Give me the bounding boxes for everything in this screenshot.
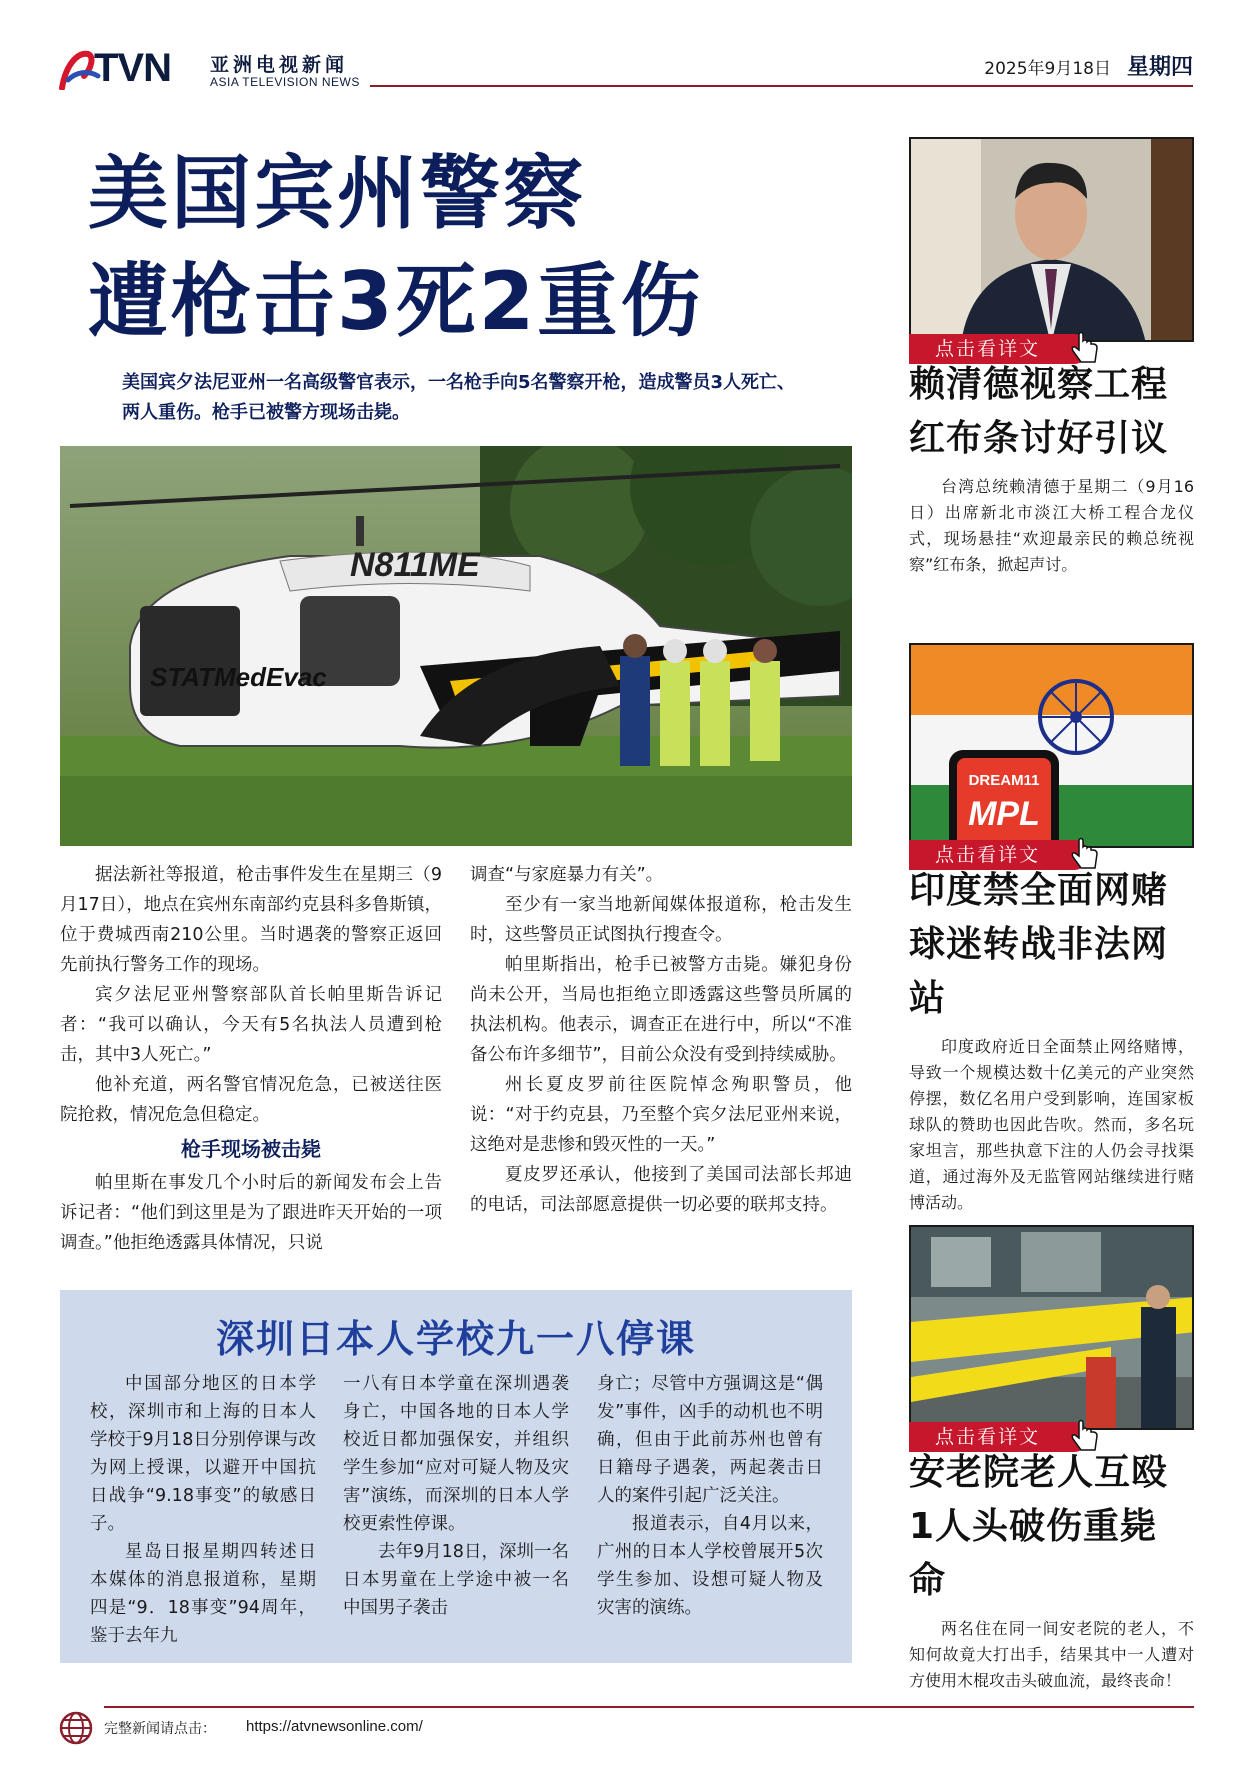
article-paragraph: 他补充道，两名警官情况危急，已被送往医院抢救，情况危急但稳定。: [60, 1075, 442, 1125]
article-paragraph: 调查“与家庭暴力有关”。: [470, 865, 664, 885]
article-subheading: 枪手现场被击毙: [181, 1137, 321, 1161]
headline-line-2: 遭枪击3死2重伤: [88, 255, 704, 348]
sidebar-title[interactable]: [909, 864, 1194, 1026]
box-column-1: [90, 1370, 316, 1650]
article-paragraph: 据法新社等报道，枪击事件发生在星期三（9月17日），地点在宾州东南部约克县科多鲁斯镇，位于费城西南210公里。当时遇袭的警察正返回先前执行警务工作的现场。: [60, 865, 442, 975]
box-paragraph: 星岛日报星期四转述日本媒体的消息报道称，星期四是“9．18事变”94周年，鉴于去年九: [90, 1542, 316, 1646]
article-paragraph: 州长夏皮罗前往医院悼念殉职警员，他说：“对于约克县，乃至整个宾夕法尼亚州来说，这绝对是悲惨和毁灭性的一天。”: [470, 1075, 852, 1155]
sidebar-card-nursing-home[interactable]: [909, 1225, 1194, 1694]
main-headline: [88, 140, 858, 356]
sidebar-title-line: 红布条讨好引议: [909, 418, 1169, 459]
pointer-hand-icon: [1069, 1418, 1101, 1454]
article-paragraph: 至少有一家当地新闻媒体报道称，枪击发生时，这些警员正试图执行搜查令。: [470, 895, 852, 945]
article-column-left: [60, 860, 442, 1258]
tail-number-label: N811ME: [350, 546, 480, 584]
footer-rule: [104, 1706, 1194, 1708]
shenzhen-school-story-box: [60, 1290, 852, 1663]
box-title: 深圳日本人学校九一八停课: [215, 1317, 696, 1361]
article-paragraph: 帕里斯在事发几个小时后的新闻发布会上告诉记者：“他们到这里是为了跟进昨天开始的一项调查。”他拒绝透露具体情况，只说: [60, 1173, 442, 1253]
read-more-button[interactable]: [909, 840, 1089, 870]
globe-icon: [58, 1710, 94, 1746]
sidebar-title-line: 球迷转战非法网站: [909, 924, 1169, 1019]
sidebar-card-lai[interactable]: [909, 137, 1194, 578]
logo-text: TVN: [94, 46, 171, 90]
headline-line-1: 美国宾州警察: [88, 147, 586, 240]
issue-weekday: 星期四: [1126, 55, 1193, 80]
read-more-button[interactable]: [909, 334, 1089, 364]
box-paragraph: 中国部分地区的日本学校，深圳市和上海的日本人学校于9月18日分别停课与改为网上授课，以避开中国抗日战争“9.18事变”的敏感日子。: [90, 1374, 316, 1534]
sidebar-photo-india[interactable]: [909, 643, 1194, 848]
pointer-hand-icon: [1069, 836, 1101, 872]
header-rule: [370, 85, 1193, 87]
masthead: [58, 48, 1193, 92]
dream11-label: DREAM11: [968, 772, 1040, 789]
article-paragraph: 夏皮罗还承认，他接到了美国司法部长邦迪的电话，司法部愿意提供一切必要的联邦支持。: [470, 1165, 852, 1215]
sidebar-title-line: 1人头破伤重毙命: [909, 1506, 1158, 1601]
mpl-label: MPL: [968, 795, 1040, 833]
sidebar-title-line: 赖清德视察工程: [909, 364, 1169, 405]
box-paragraph: 去年9月18日，深圳一名日本男童在上学途中被一名中国男子袭击: [343, 1542, 569, 1618]
sidebar-title[interactable]: [909, 358, 1194, 466]
footer-label: 完整新闻请点击：: [104, 1721, 216, 1737]
sidebar-title-line: 安老院老人互殴: [909, 1452, 1169, 1493]
box-paragraph: 一八有日本学童在深圳遇袭身亡，中国各地的日本人学校近日都加强保安，并组织学生参加“应对可疑人物及灾害”演练，而深圳的日本人学校更索性停课。: [343, 1374, 569, 1534]
sidebar-summary: 台湾总统赖清德于星期二（9月16日）出席新北市淡江大桥工程合龙仪式，现场悬挂“欢迎最亲民的赖总统视察”红布条，掀起声讨。: [909, 477, 1194, 574]
sidebar-summary: 两名住在同一间安老院的老人，不知何故竟大打出手，结果其中一人遭对方使用木棍攻击头破血流，最终丧命！: [909, 1619, 1194, 1690]
read-more-label: 点击看详文: [935, 1426, 1041, 1448]
atvn-logo: [58, 48, 198, 92]
read-more-label: 点击看详文: [935, 844, 1041, 866]
sidebar-title-line: 印度禁全面网赌: [909, 870, 1169, 911]
sidebar-card-india[interactable]: [909, 643, 1194, 1216]
footer-link[interactable]: https://atvnewsonline.com/: [246, 1718, 423, 1735]
box-column-2: [343, 1370, 569, 1622]
brand-name-cn: 亚洲电视新闻: [210, 54, 349, 76]
sidebar-title[interactable]: [909, 1446, 1194, 1608]
helicopter-brand-label: STATMedEvac: [150, 662, 327, 692]
read-more-label: 点击看详文: [935, 338, 1041, 360]
article-paragraph: 帕里斯指出，枪手已被警方击毙。嫌犯身份尚未公开，当局也拒绝立即透露这些警员所属的执法机构。他表示，调查正在进行中，所以“不准备公布许多细节”，目前公众没有受到持续威胁。: [470, 955, 852, 1065]
issue-date: 2025年9月18日: [984, 59, 1111, 79]
sidebar-photo-lai[interactable]: [909, 137, 1194, 342]
lead-paragraph: 美国宾夕法尼亚州一名高级警官表示，一名枪手向5名警察开枪，造成警员3人死亡、两人重伤。枪手已被警方现场击毙。: [122, 372, 796, 423]
sidebar-summary: 印度政府近日全面禁止网络赌博，导致一个规模达数十亿美元的产业突然停摆，数亿名用户受到影响，连国家板球队的赞助也因此告吹。然而，多名玩家坦言，那些执意下注的人仍会寻找渠道，通过海外及无监管网站继续进行赌博活动。: [909, 1037, 1194, 1212]
box-paragraph: 报道表示，自4月以来，广州的日本人学校曾展开5次学生参加、设想可疑人物及灾害的演练。: [597, 1514, 823, 1618]
box-paragraph: 身亡；尽管中方强调这是“偶发”事件，凶手的动机也不明确，但由于此前苏州也曾有日籍母子遇袭，两起袭击日人的案件引起广泛关注。: [597, 1374, 823, 1506]
article-paragraph: 宾夕法尼亚州警察部队首长帕里斯告诉记者：“我可以确认，今天有5名执法人员遭到枪击，其中3人死亡。”: [60, 985, 442, 1065]
helicopter-photo: [60, 446, 852, 846]
article-column-right: [470, 860, 852, 1220]
read-more-button[interactable]: [909, 1422, 1089, 1452]
box-column-3: [597, 1370, 823, 1622]
sidebar-photo-cordon[interactable]: [909, 1225, 1194, 1430]
pointer-hand-icon: [1069, 330, 1101, 366]
brand-name-en: ASIA TELEVISION NEWS: [210, 75, 360, 89]
